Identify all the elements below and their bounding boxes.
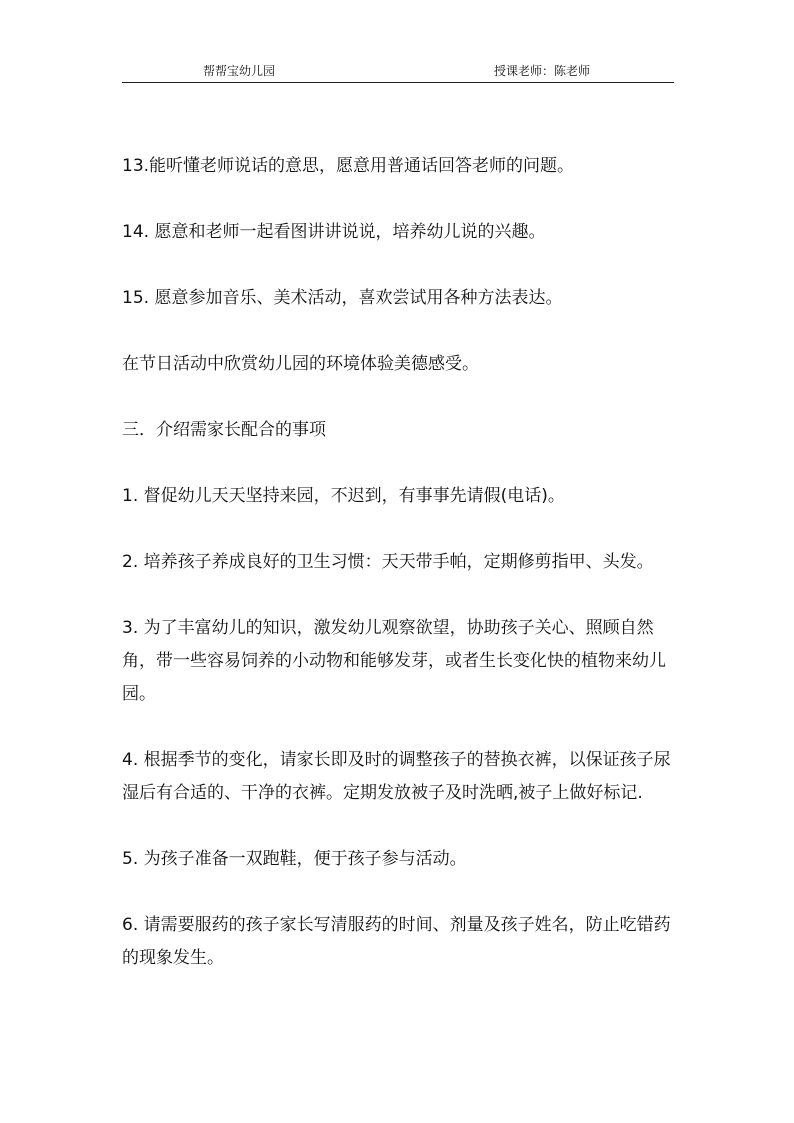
paragraph-festival: 在节日活动中欣赏幼儿园的环境体验美德感受。 bbox=[122, 354, 479, 374]
paragraph-14: 14. 愿意和老师一起看图讲讲说说，培养幼儿说的兴趣。 bbox=[122, 222, 546, 242]
section-heading-parent-cooperation: 三．介绍需家长配合的事项 bbox=[122, 420, 326, 440]
paragraph-1: 1. 督促幼儿天天坚持来园，不迟到，有事事先请假(电话)。 bbox=[122, 486, 565, 506]
document-body bbox=[122, 150, 674, 975]
page-header bbox=[122, 56, 674, 83]
paragraph-2: 2. 培养孩子养成良好的卫生习惯：天天带手帕，定期修剪指甲、头发。 bbox=[122, 552, 654, 572]
paragraph-15: 15. 愿意参加音乐、美术活动，喜欢尝试用各种方法表达。 bbox=[122, 288, 563, 308]
school-name: 帮帮宝幼儿园 bbox=[203, 64, 276, 78]
paragraph-13: 13.能听懂老师说话的意思，愿意用普通话回答老师的问题。 bbox=[122, 156, 575, 176]
paragraph-3: 3. 为了丰富幼儿的知识，激发幼儿观察欲望，协助孩子关心、照顾自然角，带一些容易饲养的小动物和能够发芽，或者生长变化快的植物来幼儿园。 bbox=[122, 618, 666, 704]
teacher-name: 授课老师：陈老师 bbox=[494, 64, 591, 78]
paragraph-4: 4. 根据季节的变化，请家长即及时的调整孩子的替换衣裤，以保证孩子尿湿后有合适的、干净的衣裤。定期发放被子及时洗晒,被子上做好标记. bbox=[122, 750, 671, 803]
paragraph-5: 5. 为孩子准备一双跑鞋，便于孩子参与活动。 bbox=[122, 849, 467, 869]
paragraph-6: 6. 请需要服药的孩子家长写清服药的时间、剂量及孩子姓名，防止吃错药的现象发生。 bbox=[122, 915, 671, 968]
